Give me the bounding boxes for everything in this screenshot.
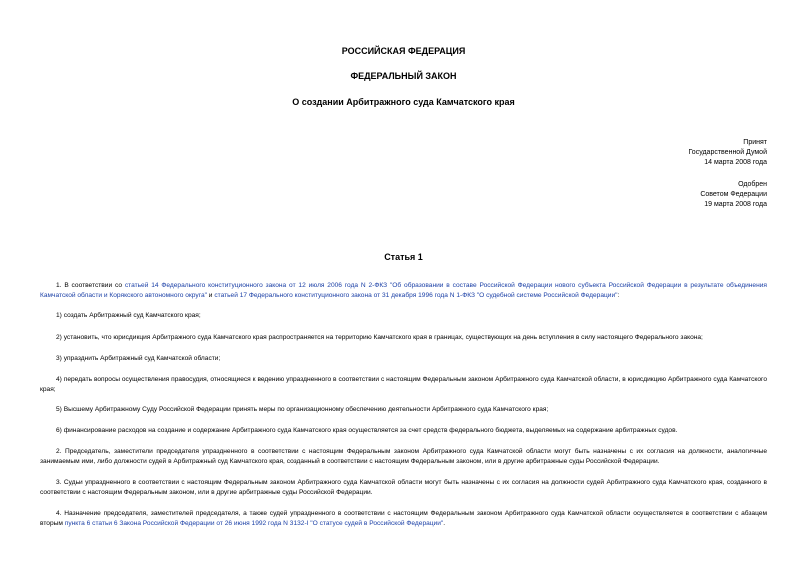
accepted-date: 14 марта 2008 года	[704, 159, 767, 166]
fkz-1996-link[interactable]: статьей 17 Федерального конституционного закона от 31 декабря 1996 года N 1-ФКЗ "О судебной системе Российской Федерации"	[214, 291, 618, 299]
approved-label: Одобрен	[738, 181, 767, 188]
p3-text: 3. Судьи упраздненного в соответствии с настоящим Федеральным законом Арбитражного суда Камчатской области могут быть назначены с их согласия на должности судей Арбитражного суда Камчатского края, созданного в соответствии с настоящим Федеральным законом, или в другие арбитражные суды Российской Федерации.	[40, 479, 767, 496]
p4-text-a: 4. Назначение председателя, заместителей председателя, а также судей упраздненного в соответствии с настоящим Федеральным законом Арбитражного суда Камчатской области осуществляется в соответствии с абзацем вторым	[40, 510, 767, 527]
item-4-text: 4) передать вопросы осуществления правосудия, относящиеся к ведению упраздненного в соответствии с настоящим Федеральным законом Арбитражного суда Камчатской области, в юрисдикцию Арбитражного суда Камчатского края;	[40, 376, 767, 393]
p1-text-a: 1. В соответствии со	[56, 282, 125, 289]
doc-type-heading: ФЕДЕРАЛЬНЫЙ ЗАКОН	[350, 71, 457, 81]
approved-body: Советом Федерации	[700, 191, 767, 198]
item-1-text: 1) создать Арбитражный суд Камчатского края;	[56, 312, 201, 319]
paragraph-2	[40, 447, 767, 466]
p1-text-b: и	[206, 291, 215, 299]
list-item-1	[40, 311, 767, 321]
item-6-text: 6) финансирование расходов на создание и содержание Арбитражного суда Камчатского края осуществляется за счет средств федерального бюджета, выделяемых на содержание арбитражных судов.	[56, 427, 678, 434]
adoption-block	[688, 138, 767, 168]
country-heading: РОССИЙСКАЯ ФЕДЕРАЦИЯ	[341, 46, 466, 56]
item-5-text: 5) Высшему Арбитражному Суду Российской Федерации принять меры по организационному обеспечению деятельности Арбитражного суда Камчатского края;	[56, 406, 549, 413]
article-heading: Статья 1	[384, 252, 423, 262]
paragraph-4	[40, 509, 767, 528]
paragraph-3	[40, 478, 767, 497]
list-item-2	[40, 333, 767, 343]
item-2-text: 2) установить, что юрисдикция Арбитражного суда Камчатского края распространяется на территорию Камчатского края в границах, существующих на день вступления в силу настоящего Федерального закона;	[56, 334, 703, 341]
approved-date: 19 марта 2008 года	[704, 201, 767, 208]
fkz-2006-link[interactable]: статьей 14 Федерального конституционного закона от 12 июля 2006 года N 2-ФКЗ "Об образовании в составе Российской Федерации нового субъекта Российской Федерации в результате объединения Камчатской области и Корякского автономного округа"	[40, 282, 767, 299]
approval-block	[700, 180, 767, 210]
paragraph-1	[40, 281, 767, 300]
p2-text: 2. Председатель, заместители председателя упраздненного в соответствии с настоящим Федеральным законом Арбитражного суда Камчатской области могут быть назначены с их согласия на должности, аналогичные занимаемым ими, либо должности судей в Арбитражный суд Камчатского края, созданный в соответствии с настоящим Федеральным законом, или в другие арбитражные суды Российской Федерации.	[40, 448, 767, 465]
p4-text-b: .	[443, 519, 446, 527]
item-3-text: 3) упразднить Арбитражный суд Камчатской области;	[56, 355, 221, 362]
list-item-4	[40, 375, 767, 394]
list-item-6	[40, 426, 767, 436]
p1-text-c: :	[617, 291, 620, 299]
accepted-label: Принят	[743, 139, 767, 146]
status-of-judges-link[interactable]: пункта 6 статьи 6 Закона Российской Федерации от 26 июня 1992 года N 3132-I "О статусе судей в Российской Федерации"	[64, 519, 444, 527]
list-item-5	[40, 405, 767, 415]
accepted-body: Государственной Думой	[688, 149, 767, 156]
law-title: О создании Арбитражного суда Камчатского края	[292, 97, 515, 107]
list-item-3	[40, 354, 767, 364]
